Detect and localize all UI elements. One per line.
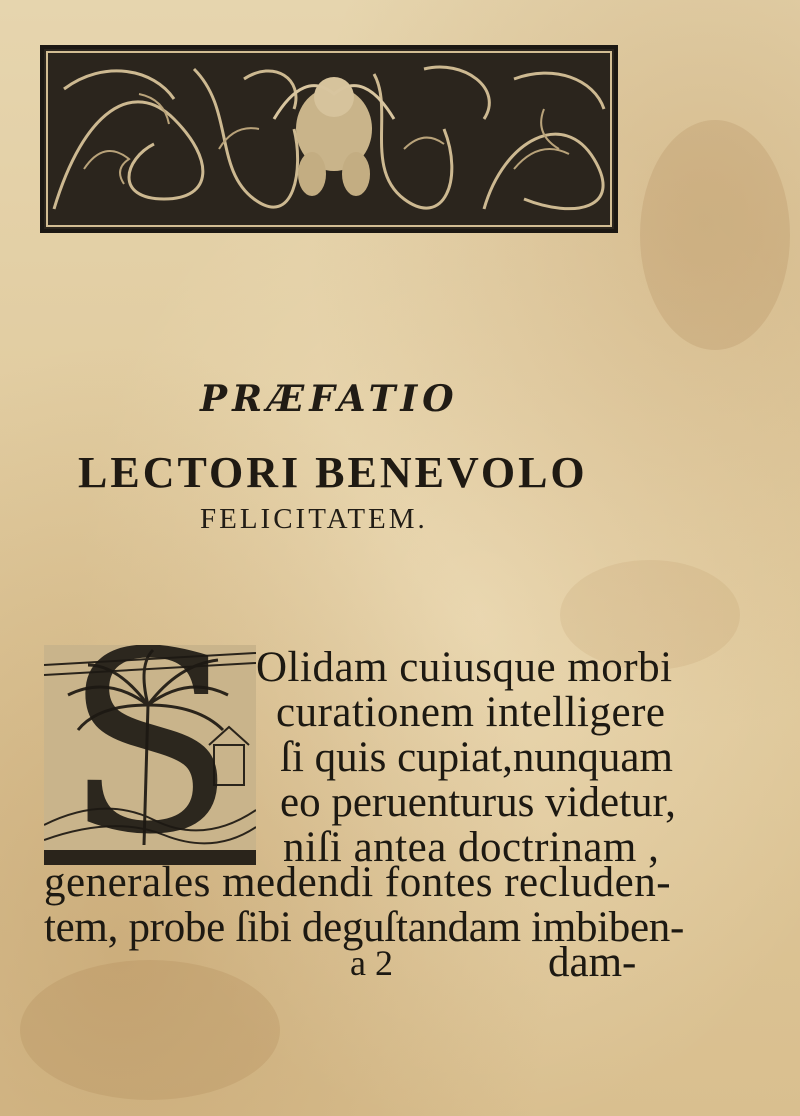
decorative-initial	[44, 645, 256, 865]
page-heading-lectori: LECTORI BENEVOLO	[78, 448, 588, 497]
catchword: dam-	[548, 939, 637, 986]
initial-letter-s: S	[64, 645, 236, 865]
body-line-2: curationem intelligere	[276, 689, 666, 736]
body-line-4: eo peruenturus videtur,	[280, 779, 676, 826]
ornamental-headpiece-icon	[44, 49, 614, 229]
body-line-3: ſi quis cupiat,nunquam	[280, 734, 673, 781]
page-heading-praefatio: PRÆFATIO	[200, 378, 459, 420]
page-heading-felicitatem: FELICITATEM.	[200, 503, 428, 535]
body-line-7: tem, probe ſibi deguſtandam imbiben-	[44, 904, 685, 951]
signature-mark: a 2	[350, 943, 393, 983]
body-line-1: Olidam cuiusque morbi	[256, 644, 673, 691]
body-line-5: niſi antea doctrinam ,	[283, 824, 660, 871]
ornamental-headpiece	[40, 45, 618, 233]
paper-stain	[640, 120, 790, 350]
paper-stain	[20, 960, 280, 1100]
body-line-6: generales medendi fontes recluden-	[44, 859, 672, 906]
